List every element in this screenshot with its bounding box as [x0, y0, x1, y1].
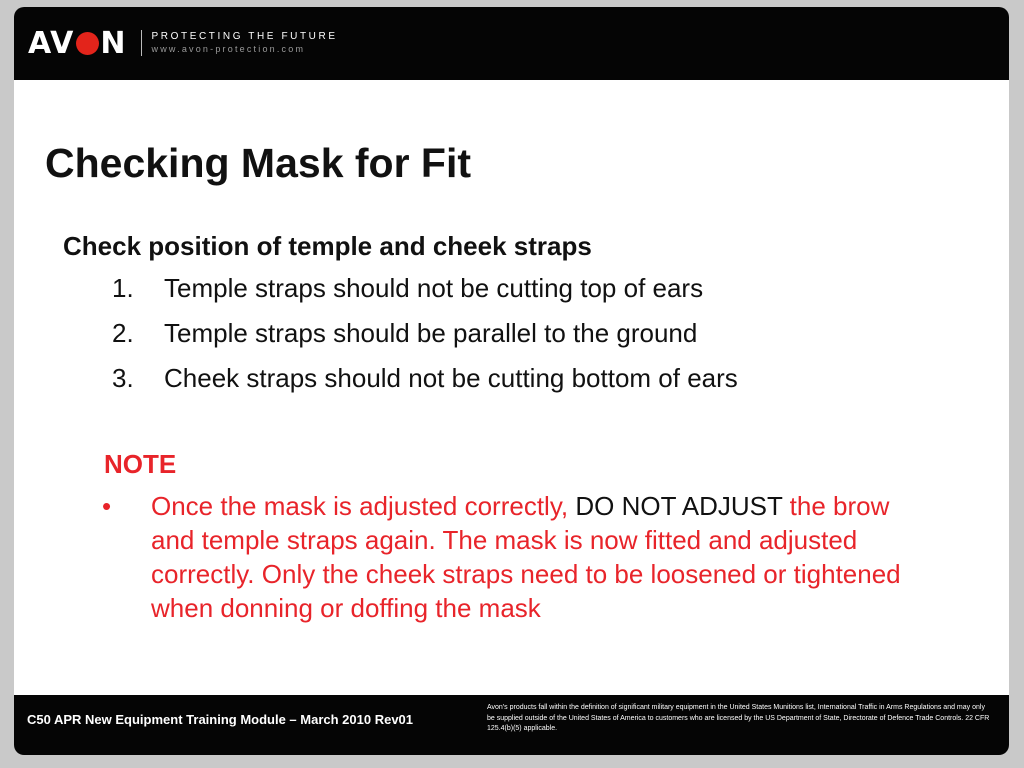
list-item [112, 318, 738, 363]
list-item [112, 273, 738, 318]
header-bar [14, 7, 1009, 80]
logo-red-dot-icon [76, 32, 99, 55]
slide-title: Checking Mask for Fit [45, 140, 472, 186]
note-emphasis: DO NOT ADJUST [575, 491, 783, 521]
note-text [151, 489, 922, 625]
logo-text-right: N [100, 25, 127, 61]
note-text-part3: the brow and temple straps again. The mask is now fitted and adjusted correctly. Only the cheek straps need to be loosened or tightened when donning or doffing the mask [151, 491, 901, 623]
list-item [112, 363, 738, 408]
avon-logo [28, 25, 338, 61]
export-disclaimer: Avon's products fall within the definition of significant military equipment in the United States Munitions list, International Traffic in Arms Regulations and may only be supplied outside of the United States of America to customers who are licensed by the US Department of State, Directorate of Defence Trade Controls. 22 CFR 125.4(b)(5) applicable. [487, 704, 990, 732]
note-bullet [102, 489, 922, 625]
bullet-icon: • [102, 491, 112, 521]
slide-frame [14, 7, 1009, 755]
footer-bar [14, 695, 1009, 755]
step-number: 1. [112, 273, 134, 303]
step-text: Temple straps should be parallel to the ground [164, 318, 698, 348]
section-subtitle: Check position of temple and cheek straps [63, 231, 592, 261]
step-number: 2. [112, 318, 134, 348]
steps-list [112, 273, 738, 408]
tagline: PROTECTING THE FUTURE [151, 31, 338, 42]
note-heading: NOTE [104, 449, 177, 479]
step-number: 3. [112, 363, 134, 393]
logo-tagline-block [152, 32, 338, 54]
note-text-part1: Once the mask is adjusted correctly, [151, 491, 576, 521]
step-text: Temple straps should not be cutting top of ears [164, 273, 704, 303]
module-label: C50 APR New Equipment Training Module – March 2010 Rev01 [27, 712, 414, 727]
logo-divider [141, 30, 142, 56]
website-url: www.avon-protection.com [151, 44, 306, 54]
logo-wordmark [28, 26, 127, 61]
step-text: Cheek straps should not be cutting bottom of ears [164, 363, 738, 393]
logo-text-left: AV [28, 25, 75, 61]
